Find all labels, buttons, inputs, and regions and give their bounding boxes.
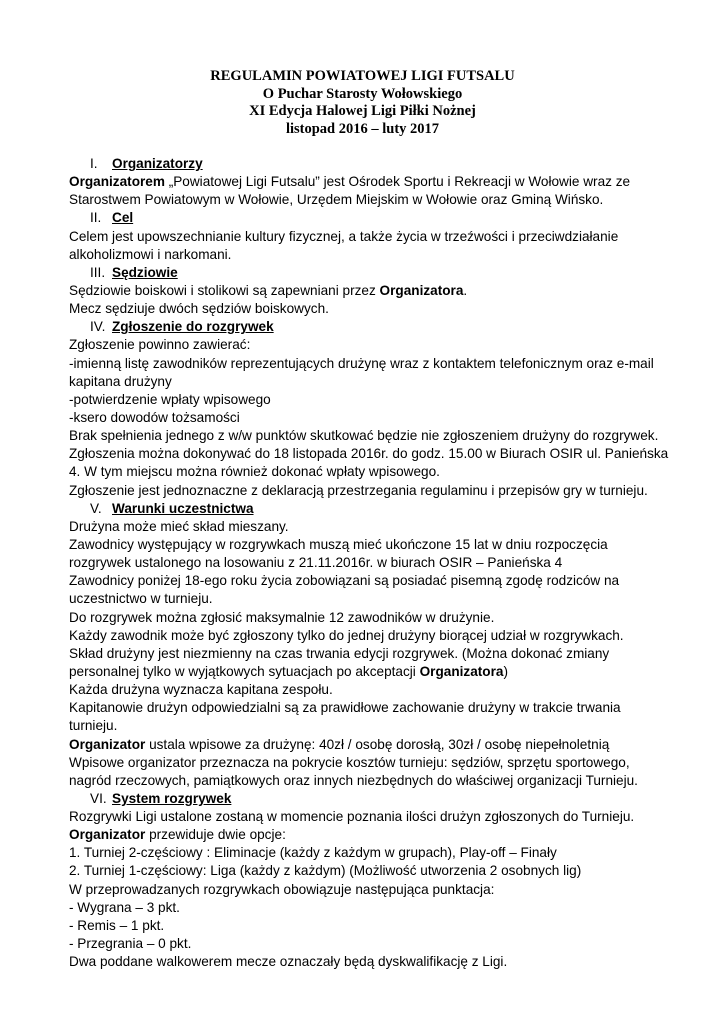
text-run: . — [463, 282, 468, 298]
section-title: Warunki uczestnictwa — [112, 500, 254, 516]
document-subtitle: O Puchar Starosty Wołowskiego — [262, 85, 463, 102]
paragraph-line: -imienną listę zawodników reprezentujących drużynę wraz z kontaktem telefonicznym oraz e-mail — [69, 355, 654, 371]
section-heading — [69, 155, 669, 173]
text-run: personalnej tylko w wyjątkowych sytuacjach po akceptacji — [69, 663, 420, 679]
paragraph-line: turnieju. — [69, 718, 118, 734]
section-number: II. — [90, 210, 102, 226]
section-title: Zgłoszenie do rozgrywek — [112, 319, 274, 335]
paragraph-line: -ksero dowodów tożsamości — [69, 409, 240, 425]
paragraph-line: Zgłoszenia można dokonywać do 18 listopada 2016r. do godz. 15.00 w Biurach OSIR ul. Panieńska — [69, 446, 669, 462]
section-number: I. — [90, 156, 98, 171]
paragraph-line: Zawodnicy występujący w rozgrywkach muszą mieć ukończone 15 lat w dniu rozpoczęcia — [69, 536, 608, 552]
paragraph-line: 2. Turniej 1-częściowy: Liga (każdy z każdym) (Możliwość utworzenia 2 osobnych lig) — [69, 863, 582, 879]
paragraph-line: Każda drużyna wyznacza kapitana zespołu. — [69, 682, 333, 698]
paragraph-line: Zgłoszenie powinno zawierać: — [69, 337, 251, 353]
document-title: REGULAMIN POWIATOWEJ LIGI FUTSALU — [210, 68, 515, 84]
paragraph-line: Mecz sędziuje dwóch sędziów boiskowych. — [69, 301, 329, 317]
bold-term: Organizatorem — [69, 174, 165, 190]
section-title: Organizatorzy — [112, 156, 203, 171]
paragraph-line: Skład drużyny jest niezmienny na czas trwania edycji rozgrywek. (Można dokonać zmiany — [69, 645, 610, 661]
paragraph-line: Do rozgrywek można zgłosić maksymalnie 12 zawodników w drużynie. — [69, 609, 495, 625]
paragraph-line: 1. Turniej 2-częściowy : Eliminacje (każdy z każdym w grupach), Play-off – Finały — [69, 845, 557, 861]
section-heading — [69, 209, 669, 227]
section-heading — [69, 790, 669, 808]
paragraph-line: -potwierdzenie wpłaty wpisowego — [69, 391, 271, 407]
bold-term: Organizator — [69, 736, 146, 752]
paragraph-line: Drużyna może mieć skład mieszany. — [69, 518, 289, 534]
text-run: Sędziowie boiskowi i stolikowi są zapewniani przez — [69, 282, 380, 298]
section-title: System rozgrywek — [112, 790, 232, 806]
section-number: VI. — [90, 790, 107, 806]
paragraph-line: Zawodnicy poniżej 18-ego roku życia zobowiązani są posiadać pisemną zgodę rodziców na — [69, 573, 620, 589]
section-title: Sędziowie — [112, 264, 178, 280]
paragraph-line — [69, 826, 669, 844]
paragraph-line — [69, 282, 669, 300]
edition-line: XI Edycja Halowej Ligi Piłki Nożnej — [249, 103, 476, 119]
section-heading — [69, 500, 669, 518]
text-run: ustala wpisowe za drużynę: 40zł / osobę dorosłą, 30zł / osobę niepełnoletnią — [145, 736, 610, 752]
section-number: IV. — [90, 319, 106, 335]
paragraph-line: Dwa poddane walkowerem mecze oznaczały będą dyskwalifikację z Ligi. — [69, 954, 508, 970]
paragraph-line: alkoholizmowi i narkomani. — [69, 246, 232, 262]
paragraph-line: rozgrywek ustalonego na losowaniu z 21.11.2016r. w biurach OSIR – Panieńska 4 — [69, 555, 563, 571]
paragraph-line: - Remis – 1 pkt. — [69, 917, 165, 933]
text-run: przewiduje dwie opcje: — [145, 827, 286, 843]
section-number: III. — [90, 264, 106, 280]
text-run: „Powiatowej Ligi Futsalu” jest Ośrodek Sportu i Rekreacji w Wołowie wraz ze — [164, 174, 631, 190]
paragraph-line: Starostwem Powiatowym w Wołowie, Urzędem Miejskim w Wołowie oraz Gminą Wińsko. — [69, 192, 604, 208]
paragraph-line: Zgłoszenie jest jednoznaczne z deklaracją przestrzegania regulaminu i przepisów gry w turnieju. — [69, 482, 648, 498]
paragraph-line: W przeprowadzanych rozgrywkach obowiązuje następująca punktacja: — [69, 881, 495, 897]
paragraph-line: - Przegrania – 0 pkt. — [69, 936, 192, 952]
paragraph-line: Wpisowe organizator przeznacza na pokrycie kosztów turnieju: sędziów, sprzętu sportowego, — [69, 754, 630, 770]
paragraph-line: - Wygrana – 3 pkt. — [69, 899, 180, 915]
paragraph-line: Rozgrywki Ligi ustalone zostaną w momencie poznania ilości drużyn zgłoszonych do Turnieju. — [69, 809, 635, 825]
text-run: ) — [503, 663, 508, 679]
section-heading — [69, 318, 669, 336]
section-number: V. — [90, 500, 102, 516]
document-header — [0, 68, 725, 138]
paragraph-line: uczestnictwo w turnieju. — [69, 591, 213, 607]
paragraph-line — [69, 663, 669, 681]
bold-term: Organizator — [69, 827, 146, 843]
paragraph-line: Brak spełnienia jednego z w/w punktów skutkować będzie nie zgłoszeniem drużyny do rozgrywek. — [69, 428, 659, 444]
paragraph-line: Każdy zawodnik może być zgłoszony tylko do jednej drużyny biorącej udział w rozgrywkach. — [69, 627, 624, 643]
bold-term: Organizatora — [419, 663, 504, 679]
bold-term: Organizatora — [379, 282, 464, 298]
date-range: listopad 2016 – luty 2017 — [285, 120, 440, 137]
paragraph-line — [69, 736, 669, 754]
paragraph-line: kapitana drużyny — [69, 373, 172, 389]
paragraph-line: nagród rzeczowych, pamiątkowych oraz innych niezbędnych do właściwej organizacji Turnieju. — [69, 772, 638, 788]
paragraph-line: Celem jest upowszechnianie kultury fizycznej, a także życia w trzeźwości i przeciwdziałanie — [69, 228, 619, 244]
document-body — [69, 155, 669, 971]
paragraph-line: 4. W tym miejscu można również dokonać wpłaty wpisowego. — [69, 464, 440, 480]
paragraph-line: Kapitanowie drużyn odpowiedzialni są za prawidłowe zachowanie drużyny w trakcie trwania — [69, 700, 621, 716]
section-heading — [69, 264, 669, 282]
paragraph-line — [69, 173, 669, 191]
section-title: Cel — [112, 210, 134, 226]
